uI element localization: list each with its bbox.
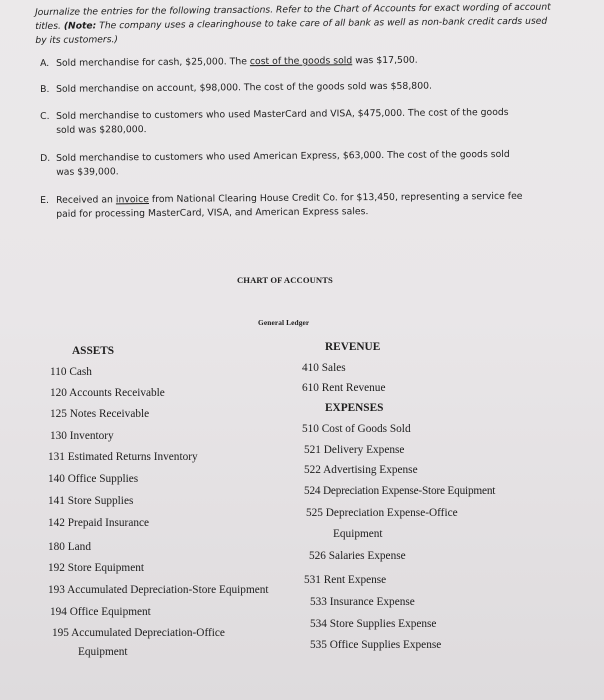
asset-notes-receivable: 125 Notes Receivable xyxy=(50,408,150,420)
note-label: (Note: xyxy=(63,20,97,32)
asset-accum-depr-office-cont: Equipment xyxy=(78,646,128,658)
asset-cash: 110 Cash xyxy=(50,366,92,378)
transaction-text-end: was $17,500. xyxy=(352,54,418,67)
transaction-text: Sold merchandise to customers who used MasterCard and VISA, $475,000. The cost of the goods xyxy=(56,106,509,122)
transaction-letter: A. xyxy=(40,57,50,69)
instructions xyxy=(35,1,555,48)
asset-store-supplies: 141 Store Supplies xyxy=(48,495,134,507)
transaction-a xyxy=(40,54,418,71)
asset-store-equipment: 192 Store Equipment xyxy=(48,562,145,574)
transaction-letter: B. xyxy=(40,83,50,95)
expense-depr-store-equipment: 524 Depreciation Expense-Store Equipment xyxy=(304,485,496,497)
expense-cost-of-goods-sold: 510 Cost of Goods Sold xyxy=(302,423,411,435)
chart-title: CHART OF ACCOUNTS xyxy=(237,275,333,285)
transaction-text: Sold merchandise for cash, $25,000. The xyxy=(56,56,250,69)
transaction-letter: E. xyxy=(40,194,49,206)
transaction-text: Sold merchandise to customers who used American Express, $63,000. The cost of the goods sold xyxy=(56,148,510,164)
expense-salaries: 526 Salaries Expense xyxy=(309,550,406,562)
transaction-text-line2: sold was $280,000. xyxy=(56,124,147,136)
asset-accum-depr-office: 195 Accumulated Depreciation-Office xyxy=(52,627,225,639)
expense-insurance: 533 Insurance Expense xyxy=(310,596,415,608)
asset-office-equipment: 194 Office Equipment xyxy=(50,606,151,618)
expense-office-supplies: 535 Office Supplies Expense xyxy=(310,639,442,651)
expense-depr-office: 525 Depreciation Expense-Office xyxy=(306,507,458,519)
expense-delivery: 521 Delivery Expense xyxy=(304,444,405,456)
transaction-c xyxy=(40,106,509,138)
note-text: The company uses a clearinghouse to take care of all bank as well as non-bank credit cards used by its customers.) xyxy=(35,15,548,46)
assets-heading: ASSETS xyxy=(72,345,115,357)
instructions-lead: Journalize the entries for the following transactions. Refer to the Chart of Accounts for exact wording of account titles. xyxy=(35,1,551,32)
expense-rent: 531 Rent Expense xyxy=(304,574,387,586)
transaction-e xyxy=(40,190,523,222)
expense-advertising: 522 Advertising Expense xyxy=(304,464,418,476)
expense-store-supplies: 534 Store Supplies Expense xyxy=(310,618,437,630)
revenue-rent: 610 Rent Revenue xyxy=(302,382,386,394)
transaction-text: Sold merchandise on account, $98,000. The cost of the goods sold was $58,800. xyxy=(56,80,433,95)
transaction-text-line2: was $39,000. xyxy=(56,166,119,178)
transaction-text-line2: paid for processing MasterCard, VISA, and American Express sales. xyxy=(56,206,369,220)
asset-accounts-receivable: 120 Accounts Receivable xyxy=(50,387,165,399)
revenue-sales: 410 Sales xyxy=(302,362,346,374)
transaction-letter: C. xyxy=(40,110,50,122)
asset-inventory: 130 Inventory xyxy=(50,430,114,442)
transaction-letter: D. xyxy=(40,152,51,164)
asset-land: 180 Land xyxy=(48,541,91,553)
transaction-d xyxy=(40,148,510,180)
asset-prepaid-insurance: 142 Prepaid Insurance xyxy=(48,517,150,529)
asset-accum-depr-store-equipment: 193 Accumulated Depreciation-Store Equipment xyxy=(48,584,269,596)
transaction-b xyxy=(40,80,432,97)
invoice-link[interactable]: invoice xyxy=(115,194,150,206)
cost-of-goods-sold-link[interactable]: cost of the goods sold xyxy=(249,55,353,68)
expenses-heading: EXPENSES xyxy=(325,402,384,414)
chart-subtitle: General Ledger xyxy=(258,318,310,327)
transaction-text: Received an xyxy=(56,194,116,206)
transaction-text-end: from National Clearing House Credit Co. for $13,450, representing a service fee xyxy=(148,190,523,206)
asset-estimated-returns-inventory: 131 Estimated Returns Inventory xyxy=(48,451,198,463)
revenue-heading: REVENUE xyxy=(325,341,381,353)
expense-depr-office-cont: Equipment xyxy=(333,528,383,540)
asset-office-supplies: 140 Office Supplies xyxy=(48,473,139,485)
